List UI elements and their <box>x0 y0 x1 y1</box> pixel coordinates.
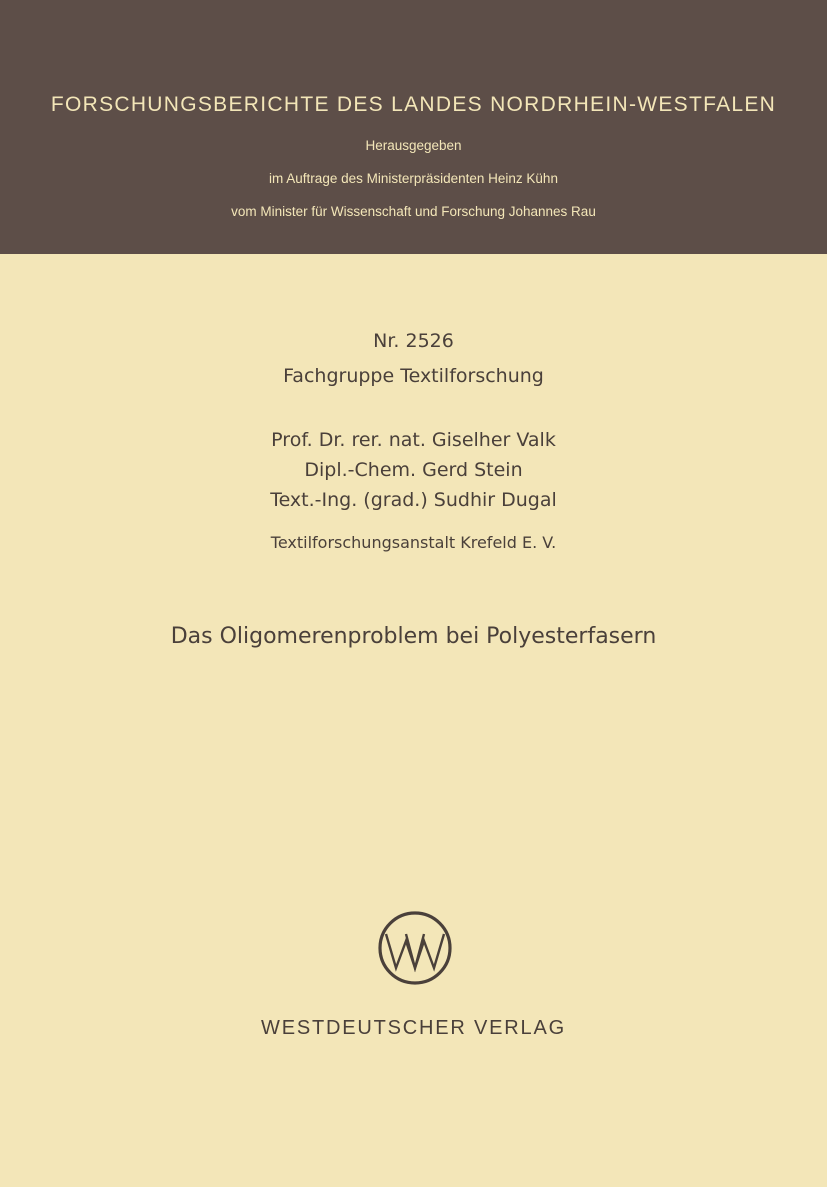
series-title: FORSCHUNGSBERICHTE DES LANDES NORDRHEIN-WESTFALEN <box>50 93 777 116</box>
author-3: Text.-Ing. (grad.) Sudhir Dugal <box>270 489 557 511</box>
author-2: Dipl.-Chem. Gerd Stein <box>304 459 523 481</box>
header-minister-line: vom Minister für Wissenschaft und Forschung Johannes Rau <box>231 204 596 219</box>
author-1: Prof. Dr. rer. nat. Giselher Valk <box>271 429 556 451</box>
report-number: Nr. 2526 <box>373 330 454 352</box>
header-edited-line: Herausgegeben <box>365 138 462 153</box>
publisher-logo-icon <box>376 909 454 987</box>
book-title: Das Oligomerenproblem bei Polyesterfasern <box>170 624 657 649</box>
subject-group: Fachgruppe Textilforschung <box>283 365 544 387</box>
header-commission-line: im Auftrage des Ministerpräsidenten Heinz Kühn <box>269 171 558 186</box>
publisher-name: WESTDEUTSCHER VERLAG <box>261 1017 566 1039</box>
institute: Textilforschungsanstalt Krefeld E. V. <box>270 533 557 552</box>
header-band <box>0 0 827 254</box>
